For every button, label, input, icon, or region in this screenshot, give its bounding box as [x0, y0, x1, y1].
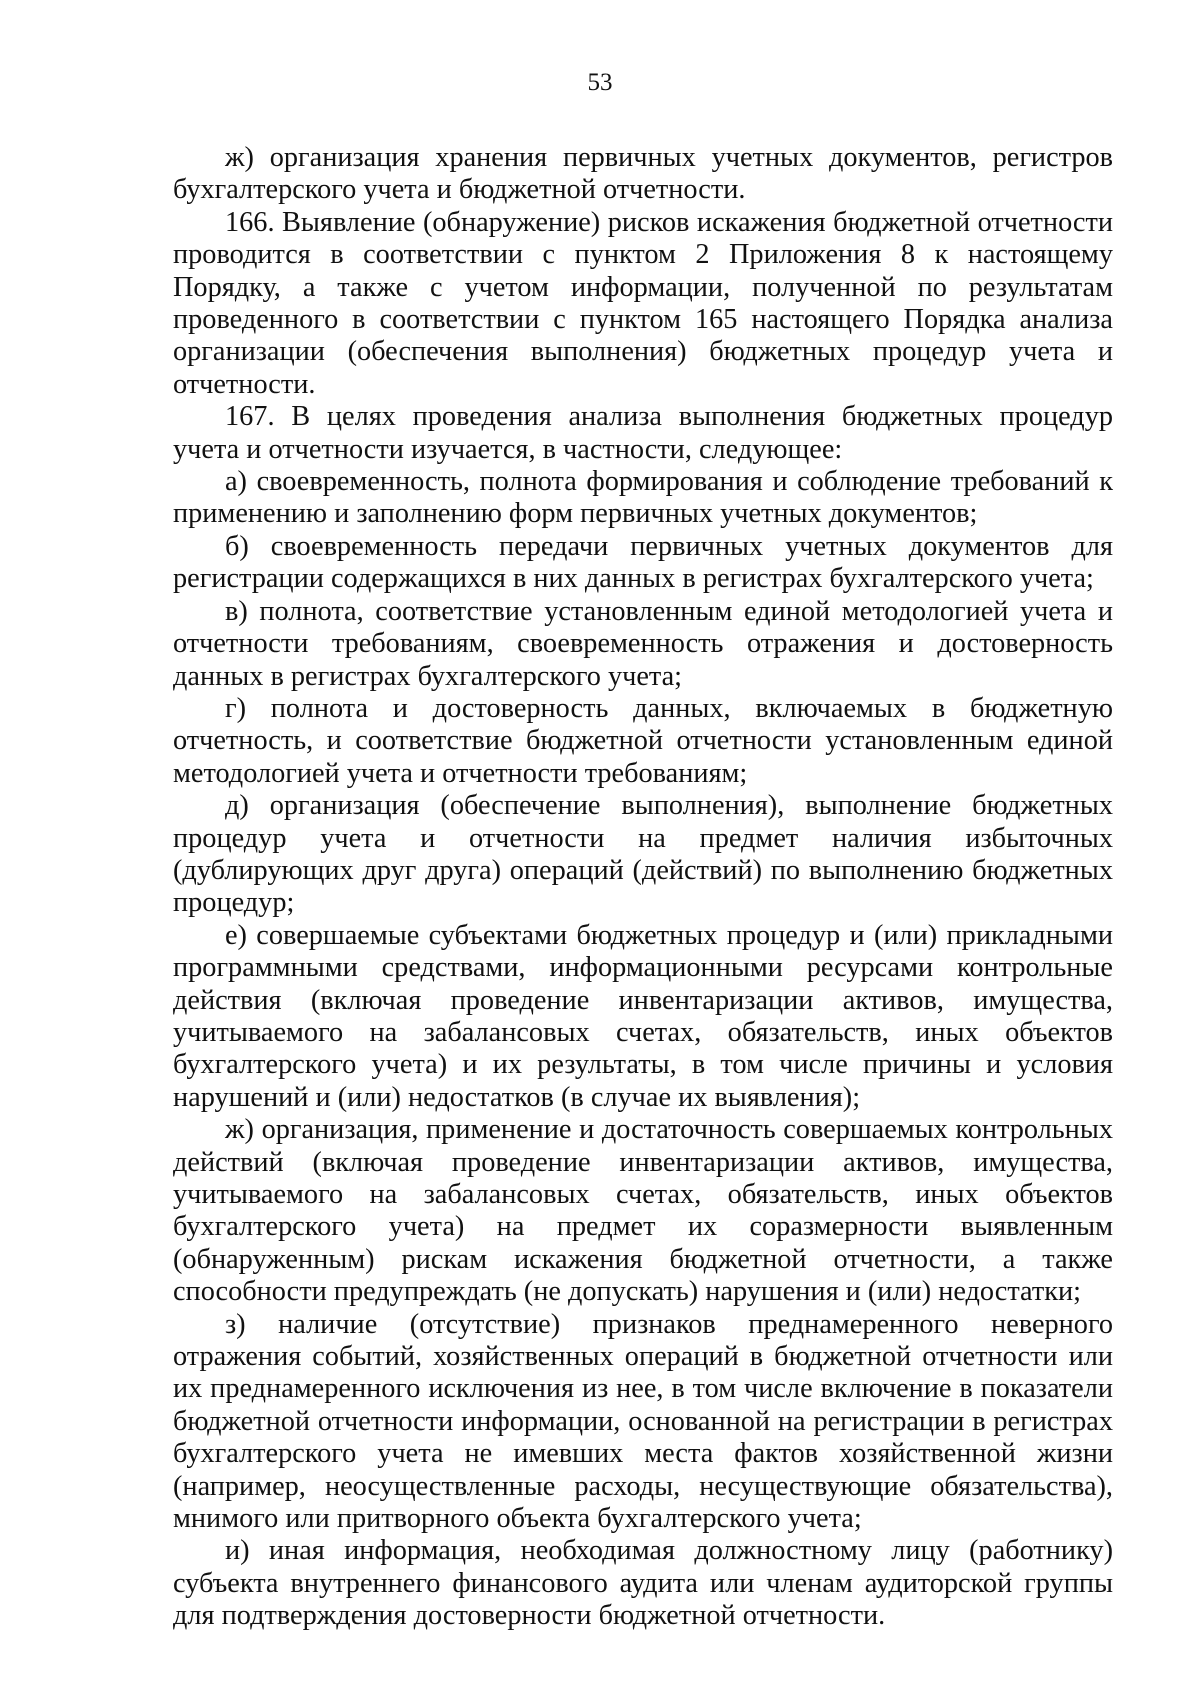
paragraph-item-b: б) своевременность передачи первичных учетных документов для регистрации содержащихся в них данных в регистрах бухгалтерского учета;	[173, 530, 1113, 595]
page-number: 53	[587, 69, 613, 96]
paragraph-item-d: д) организация (обеспечение выполнения), выполнение бюджетных процедур учета и отчетности на предмет наличия избыточных (дублирующих друг друга) операций (действий) по выполнению бюджетных процедур;	[173, 790, 1113, 919]
paragraph-item-zh: ж) организация, применение и достаточность совершаемых контрольных действий (включая проведение инвентаризации активов, имущества, учитываемого на забалансовых счетах, обязательств, иных объектов бухгалтерского учета) на предмет их соразмерности выявленным (обнаруженным) рискам искажения бюджетной отчетности, а также способности предупреждать (не допускать) нарушения и (или) недостатки;	[173, 1114, 1113, 1308]
paragraph-zh-storage: ж) организация хранения первичных учетных документов, регистров бухгалтерского учета и бюджетной отчетности.	[173, 142, 1113, 206]
paragraph-item-g: г) полнота и достоверность данных, включаемых в бюджетную отчетность, и соответствие бюджетной отчетности установленным единой методологией учета и отчетности требованиям;	[173, 692, 1113, 789]
paragraph-item-e: е) совершаемые субъектами бюджетных процедур и (или) прикладными программными средствами, информационными ресурсами контрольные действия (включая проведение инвентаризации активов, имущества, учитываемого на забалансовых счетах, обязательств, иных объектов бухгалтерского учета) и их результаты, в том числе причины и условия нарушений и (или) недостатков (в случае их выявления);	[173, 919, 1113, 1113]
paragraph-167: 167. В целях проведения анализа выполнения бюджетных процедур учета и отчетности изучается, в частности, следующее:	[173, 401, 1113, 465]
paragraph-item-i: и) иная информация, необходимая должностному лицу (работнику) субъекта внутреннего финансового аудита или членам аудиторской группы для подтверждения достоверности бюджетной отчетности.	[173, 1535, 1113, 1632]
document-body	[173, 142, 1113, 1633]
paragraph-item-a: а) своевременность, полнота формирования и соблюдение требований к применению и заполнению форм первичных учетных документов;	[173, 466, 1113, 530]
paragraph-item-v: в) полнота, соответствие установленным единой методологией учета и отчетности требованиям, своевременность отражения и достоверность данных в регистрах бухгалтерского учета;	[173, 595, 1113, 692]
paragraph-166: 166. Выявление (обнаружение) рисков искажения бюджетной отчетности проводится в соответствии с пунктом 2 Приложения 8 к настоящему Порядку, а также с учетом информации, полученной по результатам проведенного в соответствии с пунктом 165 настоящего Порядка анализа организации (обеспечения выполнения) бюджетных процедур учета и отчетности.	[173, 206, 1113, 400]
paragraph-item-z: з) наличие (отсутствие) признаков преднамеренного неверного отражения событий, хозяйственных операций в бюджетной отчетности или их преднамеренного исключения из нее, в том числе включение в показатели бюджетной отчетности информации, основанной на регистрации в регистрах бухгалтерского учета не имевших места фактов хозяйственной жизни (например, неосуществленные расходы, несуществующие обязательства), мнимого или притворного объекта бухгалтерского учета;	[173, 1308, 1113, 1535]
